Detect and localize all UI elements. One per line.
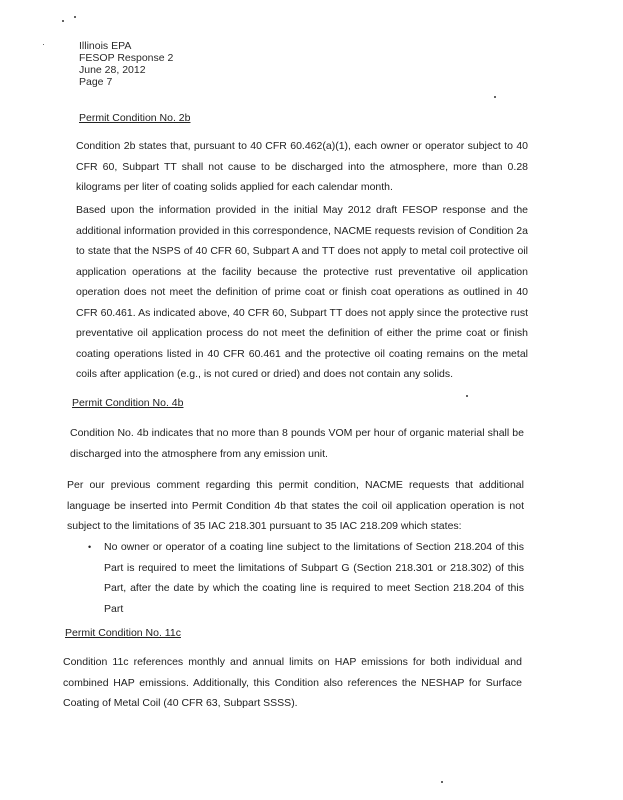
letter-header [79,40,173,88]
bullet-marker: • [88,542,92,552]
scan-speck [62,20,64,22]
bullet-text: No owner or operator of a coating line subject to the limitations of Section 218.204 of this Part is required to meet the limitations of Subpart G (Section 218.301 or 218.302) of this Part, after the date by which the coating line is required to meet Section 218.204 of this Part [104,541,524,615]
paragraph: Condition No. 4b indicates that no more than 8 pounds VOM per hour of organic material shall be discharged into the atmosphere from any emission unit. [70,427,524,460]
section-heading: Permit Condition No. 4b [72,397,184,409]
scan-speck [466,395,468,397]
scan-speck [43,44,44,45]
scan-speck [494,96,496,98]
header-date: June 28, 2012 [79,64,146,76]
header-page: Page 7 [79,76,113,88]
scan-speck [74,16,76,18]
header-document: FESOP Response 2 [79,52,174,64]
paragraph: Condition 11c references monthly and annual limits on HAP emissions for both individual and combined HAP emissions. Additionally, this Condition also references the NESHAP for Surface Coating of Metal Coil (40 CFR 63, Subpart SSSS). [63,656,522,709]
paragraph: Per our previous comment regarding this permit condition, NACME requests that additional language be inserted into Permit Condition 4b that states the coil oil application operation is not subject to the limitations of 35 IAC 218.301 pursuant to 35 IAC 218.209 which states: [67,479,524,532]
scan-speck [441,781,443,783]
section-heading: Permit Condition No. 11c [65,627,181,639]
paragraph: Based upon the information provided in the initial May 2012 draft FESOP response and the additional information provided in this correspondence, NACME requests revision of Condition 2a to state that the NSPS of 40 CFR 60, Subpart A and TT does not apply to metal coil protective oil application operations at the facility because the protective rust preventative oil application operation does not meet the definition of prime coat or finish coat operations as outlined in 40 CFR 60.461. As indicated above, 40 CFR 60, Subpart TT does not apply since the protective rust preventative oil application process do not meet the definition of either the prime coat or finish coating operations listed in 40 CFR 60.461 and the protective oil coating remains on the metal coils after application (e.g., is not cured or dried) and does not contain any solids. [76,204,528,380]
paragraph: Condition 2b states that, pursuant to 40 CFR 60.462(a)(1), each owner or operator subject to 40 CFR 60, Subpart TT shall not cause to be discharged into the atmosphere, more than 0.28 kilograms per liter of coating solids applied for each calendar month. [76,140,528,193]
header-agency: Illinois EPA [79,40,132,52]
section-heading: Permit Condition No. 2b [79,112,191,124]
